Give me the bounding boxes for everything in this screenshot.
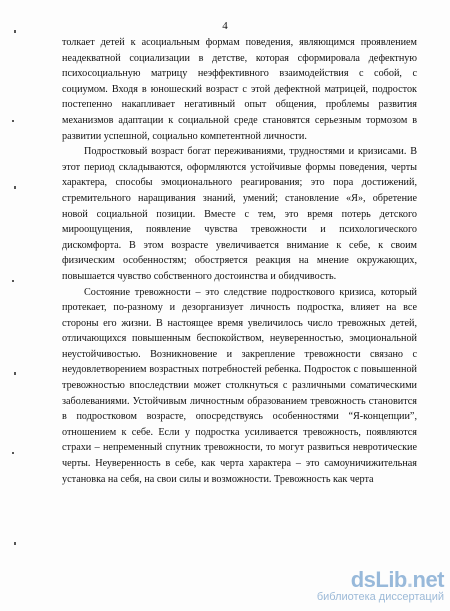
body-text bbox=[62, 35, 417, 487]
paragraph-2: Подростковый возраст богат переживаниями, трудностями и кризисами. В этот период складываются, оформляются устойчивые формы поведения, черты характера, способы эмоционального реагирования; это пора достижений, стремительного наращивания знаний, умений; становление «Я», обретение новой социальной позиции. Вместе с тем, это время потерь детского мироощущения, появление чувства тревожности и психологического дискомфорта. В этом возрасте увеличивается внимание к себе, к своим физическим особенностям; обостряется реакция на мнение окружающих, повышается чувство собственного достоинства и обидчивость. bbox=[62, 146, 417, 282]
watermark bbox=[294, 567, 444, 607]
scan-mark bbox=[12, 280, 14, 282]
scan-mark bbox=[14, 30, 16, 33]
scan-mark bbox=[14, 186, 16, 189]
scan-mark bbox=[12, 452, 14, 454]
paragraph-3: Состояние тревожности – это следствие подросткового кризиса, который протекает, по-разному и дезорганизует личность подростка, влияет на все стороны его жизни. В настоящее время увеличилось число тревожных детей, отличающихся повышенным беспокойством, неуверенностью, эмоциональной неустойчивостью. Возникновение и закрепление тревожности связано с неудовлетворением возрастных потребностей ребенка. Подросток с повышенной тревожностью впоследствии может столкнуться с различными соматическими заболеваниями. Устойчивым личностным образованием тревожность становится в подростковом возрасте, опосредствуясь особенностями “Я-концепции”, отношением к себе. Если у подростка усиливается тревожность, появляются страхи – непременный спутник тревожности, то могут развиться невротические черты. Неуверенность в себе, как черта характера – это самоуничижительная установка на себя, на свои силы и возможности. Тревожность как черта bbox=[62, 286, 417, 485]
scan-mark bbox=[14, 372, 16, 375]
scan-mark bbox=[12, 120, 14, 122]
page-number: 4 bbox=[222, 20, 228, 32]
paragraph-1: толкает детей к асоциальным формам поведения, являющимся проявлением неадекватной социализации в детстве, которая сформировала дефектную психосоциальную матрицу неэффективного взаимодействия с собой, с социумом. Входя в юношеский возраст с этой дефектной матрицей, подросток постепенно накапливает негативный опыт общения, проблемы развития механизмов адаптации к социальной среде становятся серьезным тормозом в развитии успешной, социально компетентной личности. bbox=[62, 37, 417, 142]
watermark-subtitle: библиотека диссертаций bbox=[316, 591, 444, 603]
scan-mark bbox=[14, 542, 16, 545]
watermark-logo: dsLib.net bbox=[350, 567, 444, 592]
